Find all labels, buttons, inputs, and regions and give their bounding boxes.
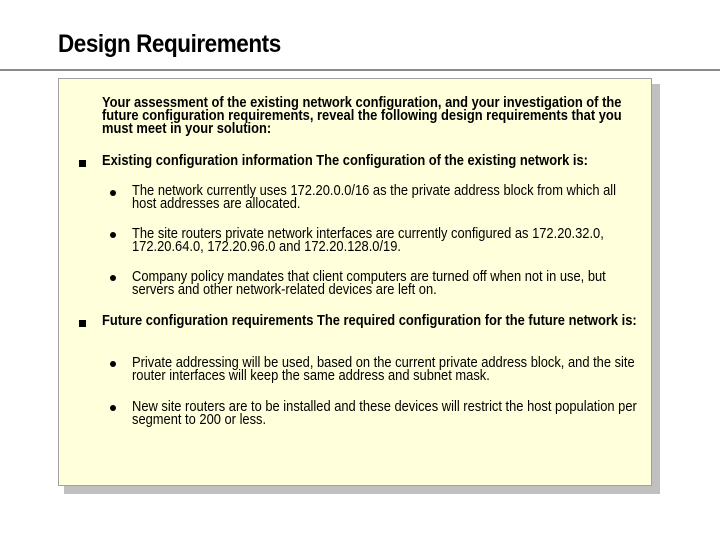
list-item: New site routers are to be installed and these devices will restrict the host population per segment to 200 or less. xyxy=(132,398,637,428)
list-item: The site routers private network interfaces are currently configured as 172.20.32.0, 172.20.64.0, 172.20.96.0 and 172.20.128.0/19. xyxy=(132,225,604,255)
section-heading-existing: Existing configuration information The configuration of the existing network is: xyxy=(102,152,588,169)
section-heading-future: Future configuration requirements The required configuration for the future network is: xyxy=(102,312,637,329)
round-bullet-icon xyxy=(110,405,116,411)
round-bullet-icon xyxy=(110,361,116,367)
round-bullet-icon xyxy=(110,275,116,281)
square-bullet-icon xyxy=(79,320,86,327)
slide-title: Design Requirements xyxy=(58,30,281,58)
list-item: Private addressing will be used, based on the current private address block, and the site router interfaces will keep the same address and subnet mask. xyxy=(132,354,635,384)
title-divider xyxy=(0,69,720,71)
list-item: Company policy mandates that client computers are turned off when not in use, but servers and other network-related devices are left on. xyxy=(132,268,606,298)
list-item: The network currently uses 172.20.0.0/16 as the private address block from which all host addresses are allocated. xyxy=(132,182,617,212)
square-bullet-icon xyxy=(79,160,86,167)
intro-paragraph: Your assessment of the existing network configuration, and your investigation of the future configuration requirements, reveal the following design requirements that you must meet in your solution: xyxy=(102,94,622,137)
round-bullet-icon xyxy=(110,232,116,238)
round-bullet-icon xyxy=(110,190,116,196)
